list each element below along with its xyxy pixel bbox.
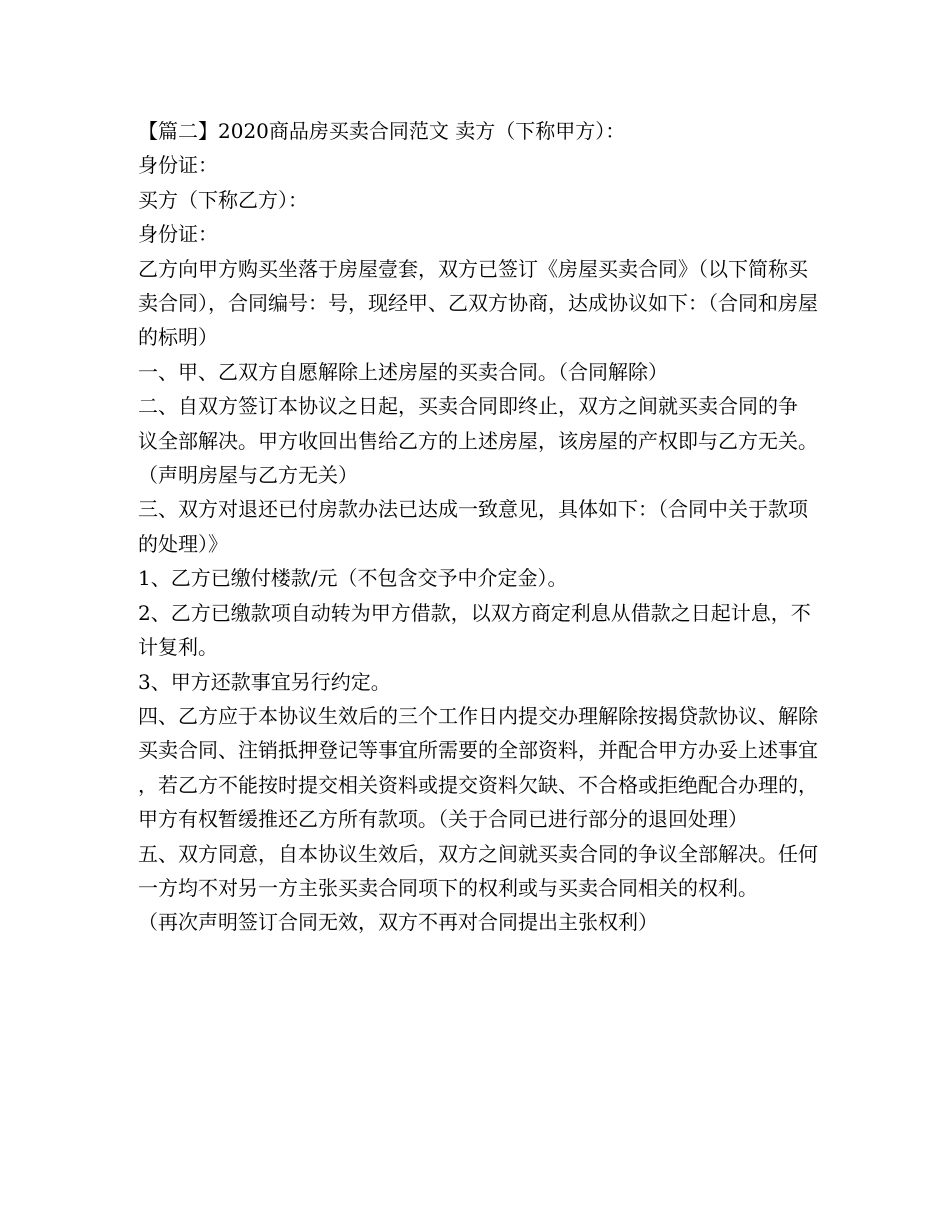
buyer-line: 买方（下称乙方）：: [138, 187, 308, 212]
clause-2-continued: 议全部解决。甲方收回出售给乙方的上述房屋，该房屋的产权即与乙方无关。: [138, 428, 818, 453]
intro-paragraph: 乙方向甲方购买坐落于房屋壹套，双方已签订《房屋买卖合同》（以下简称买卖合同），合同编号：号，现经甲、乙双方协商，达成协议如下：（合同和房屋的标明）: [138, 256, 818, 350]
clause-3-item-3: 3、甲方还款事宜另行约定。: [138, 669, 391, 694]
clause-2: 二、自双方签订本协议之日起，买卖合同即终止，双方之间就买卖合同的争: [138, 394, 798, 419]
document-body: [138, 114, 818, 940]
clause-4: 四、乙方应于本协议生效后的三个工作日内提交办理解除按揭贷款协议、解除买卖合同、注销抵押登记等事宜所需要的全部资料，并配合甲方办妥上述事宜，若乙方不能按时提交相关资料或提交资料欠缺、不合格或拒绝配合办理的，甲方有权暂缓推还乙方所有款项。（关于合同已进行部分的退回处理）: [138, 703, 818, 832]
clause-5: 五、双方同意，自本协议生效后，双方之间就买卖合同的争议全部解决。任何一方均不对另一方主张买卖合同项下的权利或与买卖合同相关的权利。: [138, 841, 818, 900]
seller-id-line: 身份证：: [138, 153, 218, 178]
clause-2-note: （声明房屋与乙方无关）: [138, 463, 358, 488]
buyer-id-line: 身份证：: [138, 222, 218, 247]
heading-paragraph: 【篇二】2020商品房买卖合同范文 卖方（下称甲方）：: [138, 119, 626, 143]
clause-5-note: （再次声明签订合同无效，双方不再对合同提出主张权利）: [138, 910, 658, 935]
clause-3-item-1: 1、乙方已缴付楼款/元（不包含交予中介定金）。: [138, 566, 568, 591]
clause-3: 三、双方对退还已付房款办法已达成一致意见，具体如下：（合同中关于款项的处理）》: [138, 497, 808, 556]
clause-1: 一、甲、乙双方自愿解除上述房屋的买卖合同。（合同解除）: [138, 359, 668, 384]
clause-3-item-2: 2、乙方已缴款项自动转为甲方借款，以双方商定利息从借款之日起计息，不计复利。: [138, 600, 811, 660]
